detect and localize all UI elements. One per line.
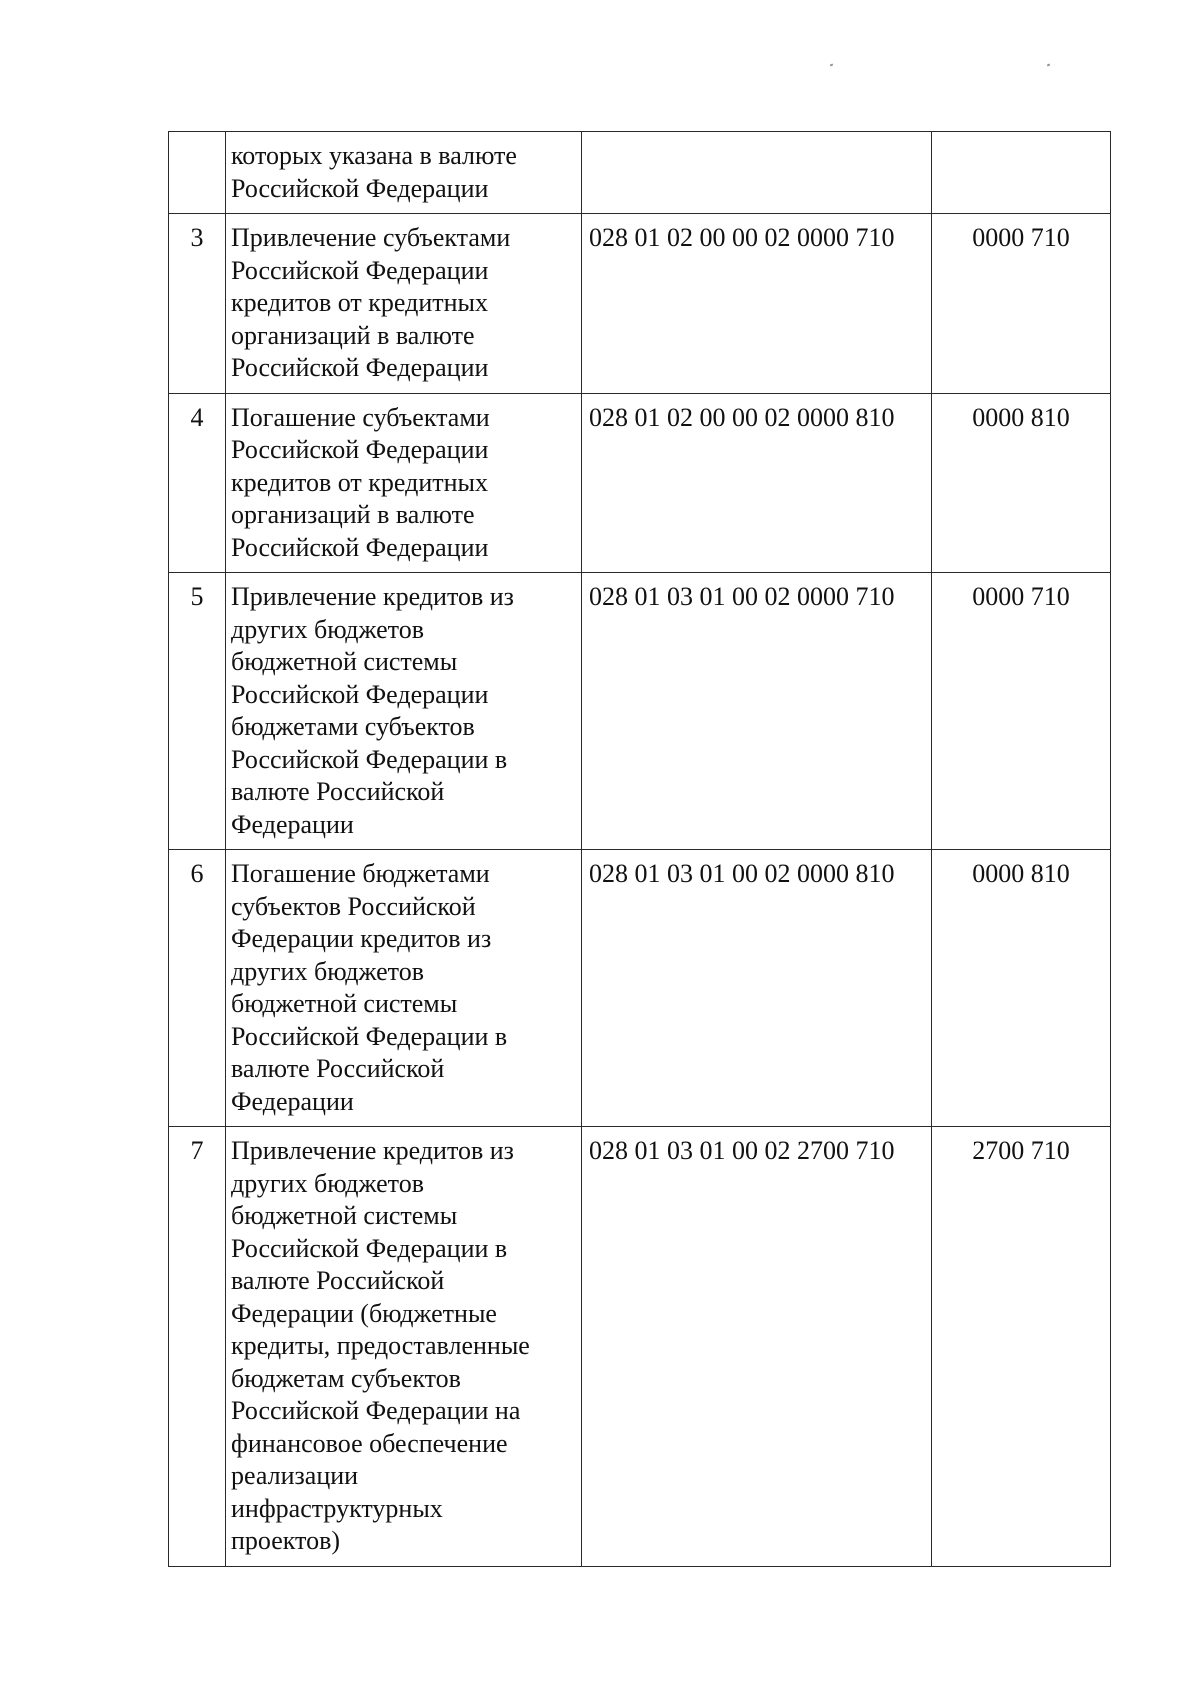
row-short-code: 0000 710 xyxy=(932,214,1111,394)
scan-artifact xyxy=(830,63,834,66)
row-short-code xyxy=(932,132,1111,214)
row-name-cell xyxy=(226,573,582,850)
table-row xyxy=(169,214,1111,394)
row-number: 4 xyxy=(169,393,226,573)
row-name-cell xyxy=(226,850,582,1127)
row-short-code: 0000 810 xyxy=(932,850,1111,1127)
row-name: которых указана в валюте Российской Федерации xyxy=(231,141,517,203)
row-code: 028 01 02 00 00 02 0000 810 xyxy=(582,393,932,573)
row-number xyxy=(169,132,226,214)
row-name: Привлечение кредитов из других бюджетов бюджетной системы Российской Федерации в валюте Российской Федерации (бюджетные кредиты, предоставленные бюджетам субъектов Российской Федерации на финансовое обеспечение реализации инфраструктурных проектов) xyxy=(231,1136,530,1555)
row-short-code: 0000 810 xyxy=(932,393,1111,573)
row-name-cell xyxy=(226,393,582,573)
row-code: 028 01 03 01 00 02 0000 710 xyxy=(582,573,932,850)
table-row xyxy=(169,393,1111,573)
row-code: 028 01 03 01 00 02 2700 710 xyxy=(582,1127,932,1567)
row-code: 028 01 02 00 00 02 0000 710 xyxy=(582,214,932,394)
row-number: 3 xyxy=(169,214,226,394)
table-row xyxy=(169,573,1111,850)
row-number: 7 xyxy=(169,1127,226,1567)
row-name: Привлечение субъектами Российской Федерации кредитов от кредитных организаций в валюте Российской Федерации xyxy=(231,223,511,382)
row-code: 028 01 03 01 00 02 0000 810 xyxy=(582,850,932,1127)
table-row xyxy=(169,132,1111,214)
row-name: Привлечение кредитов из других бюджетов бюджетной системы Российской Федерации бюджетами субъектов Российской Федерации в валюте Российской Федерации xyxy=(231,582,514,839)
row-short-code: 0000 710 xyxy=(932,573,1111,850)
table-row xyxy=(169,1127,1111,1567)
scan-artifact xyxy=(1047,63,1051,66)
row-short-code: 2700 710 xyxy=(932,1127,1111,1567)
table-row xyxy=(169,850,1111,1127)
row-code xyxy=(582,132,932,214)
row-name-cell xyxy=(226,214,582,394)
row-name-cell xyxy=(226,132,582,214)
row-name: Погашение бюджетами субъектов Российской Федерации кредитов из других бюджетов бюджетной системы Российской Федерации в валюте Российской Федерации xyxy=(231,859,508,1116)
row-name-cell xyxy=(226,1127,582,1567)
budget-sources-table xyxy=(168,131,1111,1567)
row-number: 6 xyxy=(169,850,226,1127)
row-number: 5 xyxy=(169,573,226,850)
row-name: Погашение субъектами Российской Федерации кредитов от кредитных организаций в валюте Российской Федерации xyxy=(231,402,490,562)
